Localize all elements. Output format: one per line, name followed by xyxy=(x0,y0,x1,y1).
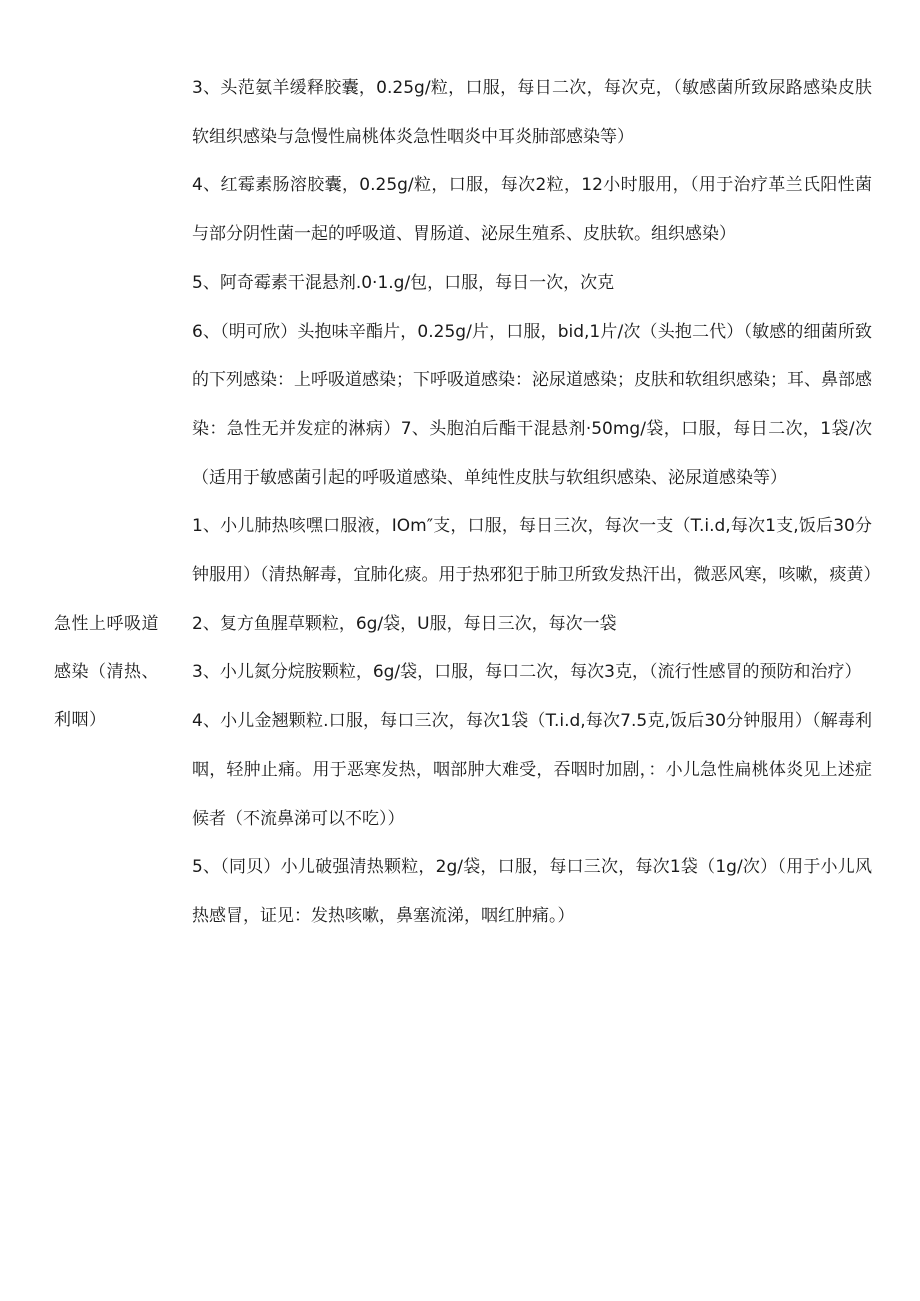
list-item: 5、（同贝）小儿破强清热颗粒，2g∕袋，口服，每口三次，每次1袋（1g/次）（用于小儿风热感冒，证见：发热咳嗽，鼻塞流涕，咽红肿痛。） xyxy=(192,857,872,926)
section-label: 急性上呼吸道感染（清热、利咽） xyxy=(54,614,159,730)
list-item: 4、红霉素肠溶胶囊，0.25g∕粒，口服，每次2粒，12小时服用，（用于治疗革兰氏阳性菌与部分阴性菌一起的呼吸道、胃肠道、泌尿生殖系、皮肤软。组织感染） xyxy=(192,175,872,245)
list-item: 6、（明可欣）头抱味辛酯片，0.25g/片，口服，bid,1片/次（头抱二代）（敏感的细菌所致的下列感染：上呼吸道感染；下呼吸道感染：泌尿道感染；皮肤和软组织感染；耳、鼻部感染：急性无并发症的淋病）7、头胞泊后酯干混悬剂·50mg∕袋，口服，每日二次，1袋/次（适用于敏感菌引起的呼吸道感染、单纯性皮肤与软组织感染、泌尿道感染等） xyxy=(192,321,872,488)
list-item: 5、阿奇霉素干混悬剂.0·1.g/包，口服，每日一次，次克 xyxy=(192,272,615,293)
list-item: 3、小儿氮分烷胺颗粒，6g∕袋，口服，每口二次，每次3克，（流行性感冒的预防和治疗） xyxy=(192,662,862,683)
list-item: 4、小儿金翘颗粒.口服，每口三次，每次1袋（T.i.d,每次7.5克,饭后30分钟服用）（解毒利咽，轻肿止痛。用于恶寒发热，咽部肿大难受，吞咽时加剧，：小儿急性扁桃体炎见上述症候者（不流鼻涕可以不吃）） xyxy=(192,711,872,829)
list-item: 3、头范氨羊缓释胶囊，0.25g/粒，口服，每日二次，每次克，（敏感菌所致尿路感染皮肤软组织感染与急慢性扁桃体炎急性咽炎中耳炎肺部感染等） xyxy=(192,78,872,147)
list-item: 2、复方鱼腥草颗粒，6g∕袋，U服，每日三次，每次一袋 xyxy=(192,613,617,634)
medication-list xyxy=(192,64,881,941)
list-item: 1、小儿肺热咳嘿口服液，IOm″支，口服，每日三次，每次一支（T.i.d,每次1支,饭后30分钟服用）（清热解毒，宜肺化痰。用于热邪犯于肺卫所致发热汗出，微恶风寒，咳嗽，痰黄） xyxy=(192,516,881,586)
